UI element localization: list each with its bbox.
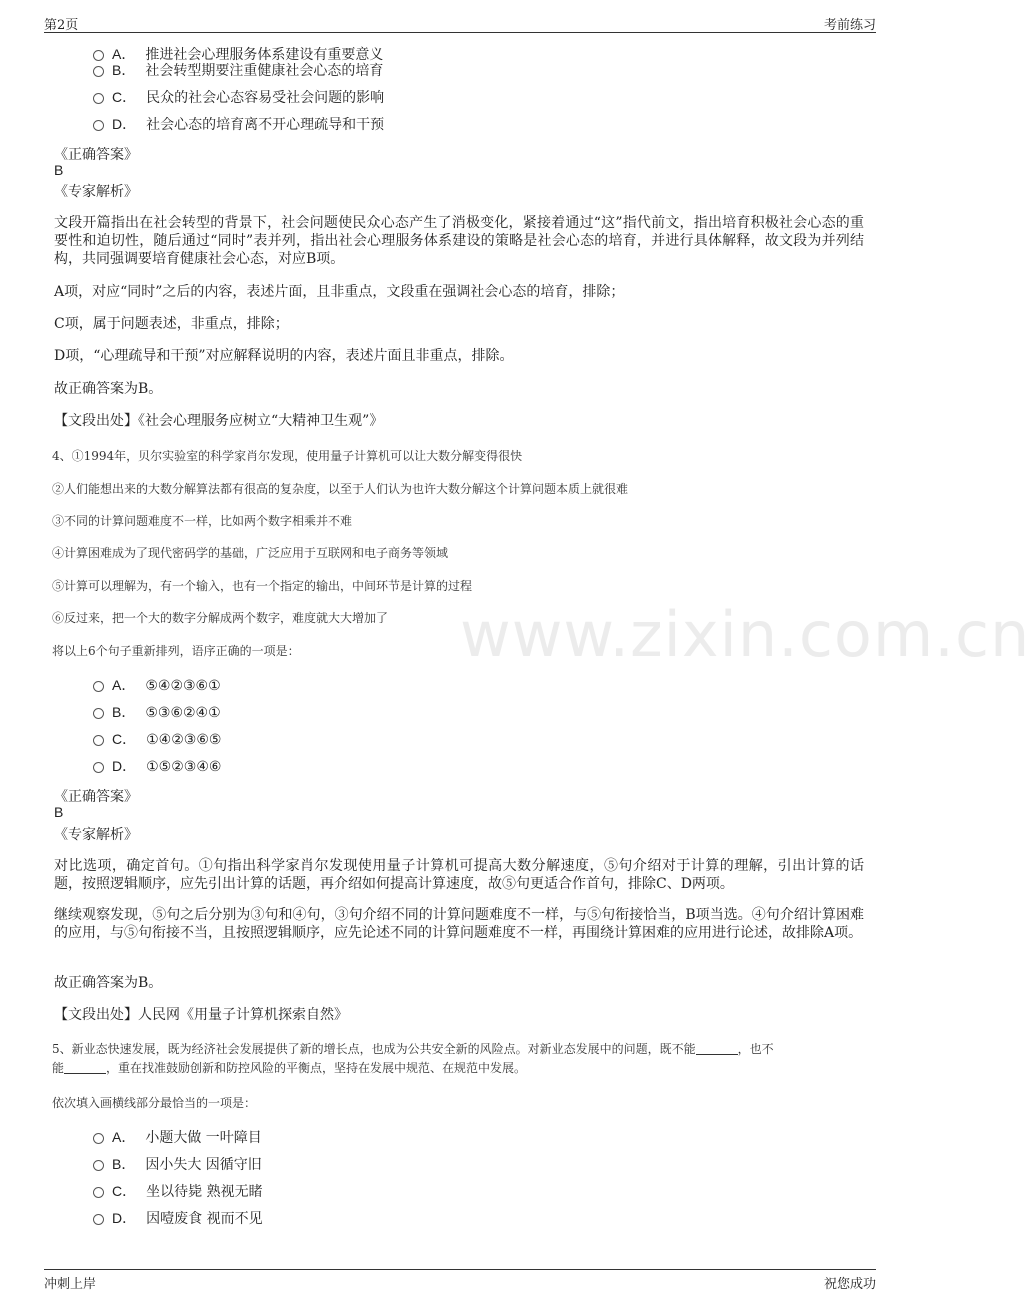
q4-sentence: ⑤计算可以理解为，有一个输入，也有一个指定的输出，中间环节是计算的过程 — [52, 579, 473, 593]
radio-icon[interactable] — [93, 93, 104, 104]
radio-icon[interactable] — [93, 66, 104, 77]
q5-option-a[interactable]: A． 小题大做 一叶障目 — [93, 1127, 262, 1147]
q4-source: 【文段出处】人民网《用量子计算机探索自然》 — [54, 1007, 348, 1023]
radio-icon[interactable] — [93, 1187, 104, 1198]
q4-analysis-paragraph: 对比选项，确定首句。①句指出科学家肖尔发现使用量子计算机可提高大数分解速度，⑤句介绍对于计算的理解，引出计算的话题，按照逻辑顺序，应先引出计算的话题，再介绍如何提高计算速度，故⑤句更适合作首句，排除C、D两项。 — [54, 858, 864, 892]
q3-answer-label: 《正确答案》 — [54, 147, 138, 163]
q3-analysis-label: 《专家解析》 — [54, 184, 138, 200]
q3-option-d[interactable]: D． 社会心态的培育离不开心理疏导和干预 — [93, 114, 384, 134]
q3-option-c[interactable]: C． 民众的社会心态容易受社会问题的影响 — [93, 87, 384, 107]
q4-sentence: ⑥反过来，把一个大的数字分解成两个数字，难度就大大增加了 — [52, 611, 389, 625]
q4-analysis-paragraph: 故正确答案为B。 — [54, 975, 163, 991]
page-number: 第2页 — [44, 18, 79, 33]
radio-icon[interactable] — [93, 762, 104, 773]
radio-icon[interactable] — [93, 1160, 104, 1171]
q4-analysis-paragraph: 继续观察发现，⑤句之后分别为③句和④句，③句介绍不同的计算问题难度不一样，与⑤句衔接恰当，B项当选。④句介绍计算困难的应用，与⑤句衔接不当，且按照逻辑顺序，应先论述不同的计算问题难度不一样，再围绕计算困难的应用进行论述，故排除A项。 — [54, 907, 864, 941]
q3-option-a[interactable]: A． 推进社会心理服务体系建设有重要意义 — [93, 44, 383, 64]
q3-analysis-paragraph: A项，对应“同时”之后的内容，表述片面，且非重点，文段重在强调社会心态的培育，排除； — [54, 284, 625, 300]
q4-sentence: 4、①1994年，贝尔实验室的科学家肖尔发现，使用量子计算机可以让大数分解变得很快 — [52, 449, 523, 463]
q3-answer: B — [54, 162, 64, 178]
q4-answer: B — [54, 804, 64, 820]
q3-analysis-paragraph: 故正确答案为B。 — [54, 381, 163, 397]
q4-option-b[interactable]: B． ⑤③⑥②④① — [93, 702, 221, 722]
q4-analysis-label: 《专家解析》 — [54, 827, 138, 843]
watermark: www.zixin.com.cn — [460, 598, 1030, 671]
radio-icon[interactable] — [93, 120, 104, 131]
q5-option-c[interactable]: C． 坐以待毙 熟视无睹 — [93, 1181, 263, 1201]
q3-option-b[interactable]: B． 社会转型期要注重健康社会心态的培育 — [93, 60, 383, 80]
q3-analysis-paragraph: C项，属于问题表述，非重点，排除； — [54, 316, 289, 332]
radio-icon[interactable] — [93, 708, 104, 719]
q4-sentence: ④计算困难成为了现代密码学的基础，广泛应用于互联网和电子商务等领域 — [52, 546, 449, 560]
q4-answer-label: 《正确答案》 — [54, 789, 138, 805]
q4-option-a[interactable]: A． ⑤④②③⑥① — [93, 675, 221, 695]
q5-prompt: 依次填入画横线部分最恰当的一项是： — [52, 1096, 257, 1110]
q4-prompt: 将以上6个句子重新排列，语序正确的一项是： — [52, 644, 300, 658]
fill-blank[interactable] — [696, 1042, 738, 1055]
q5-option-b[interactable]: B． 因小失大 因循守旧 — [93, 1154, 262, 1174]
q5-option-d[interactable]: D． 因噎废食 视而不见 — [93, 1208, 263, 1228]
header-title: 考前练习 — [823, 18, 876, 33]
q3-analysis-paragraph: D项，“心理疏导和干预”对应解释说明的内容，表述片面且非重点，排除。 — [54, 348, 514, 364]
q3-analysis-paragraph: 文段开篇指出在社会转型的背景下，社会问题使民众心态产生了消极变化，紧接着通过“这”指代前文，指出培育积极社会心态的重要性和迫切性，随后通过“同时”表并列，指出社会心理服务体系建设的策略是社会心态的培育，并进行具体解释，故文段为并列结构，共同强调要培育健康社会心态，对应B项。 — [54, 215, 864, 267]
radio-icon[interactable] — [93, 1214, 104, 1225]
radio-icon[interactable] — [93, 735, 104, 746]
q4-sentence: ③不同的计算问题难度不一样，比如两个数字相乘并不难 — [52, 514, 353, 528]
page-header — [44, 0, 876, 33]
q4-option-c[interactable]: C． ①④②③⑥⑤ — [93, 729, 221, 749]
page-footer — [44, 1269, 876, 1300]
radio-icon[interactable] — [93, 681, 104, 692]
fill-blank[interactable] — [64, 1061, 106, 1074]
footer-left-text: 冲刺上岸 — [44, 1277, 97, 1292]
q4-sentence: ②人们能想出来的大数分解算法都有很高的复杂度，以至于人们认为也许大数分解这个计算问题本质上就很难 — [52, 482, 629, 496]
footer-right-text: 祝您成功 — [823, 1277, 876, 1292]
q3-source: 【文段出处】《社会心理服务应树立“大精神卫生观”》 — [54, 413, 384, 429]
q5-stem: 5、新业态快速发展，既为经济社会发展提供了新的增长点，也成为公共安全新的风险点。对新业态发展中的问题，既不能 ，也不 能 ，重在找准鼓励创新和防控风险的平衡点，坚持在发展中规范、在规范中发展。 — [52, 1042, 774, 1075]
radio-icon[interactable] — [93, 1133, 104, 1144]
q4-option-d[interactable]: D． ①⑤②③④⑥ — [93, 756, 221, 776]
